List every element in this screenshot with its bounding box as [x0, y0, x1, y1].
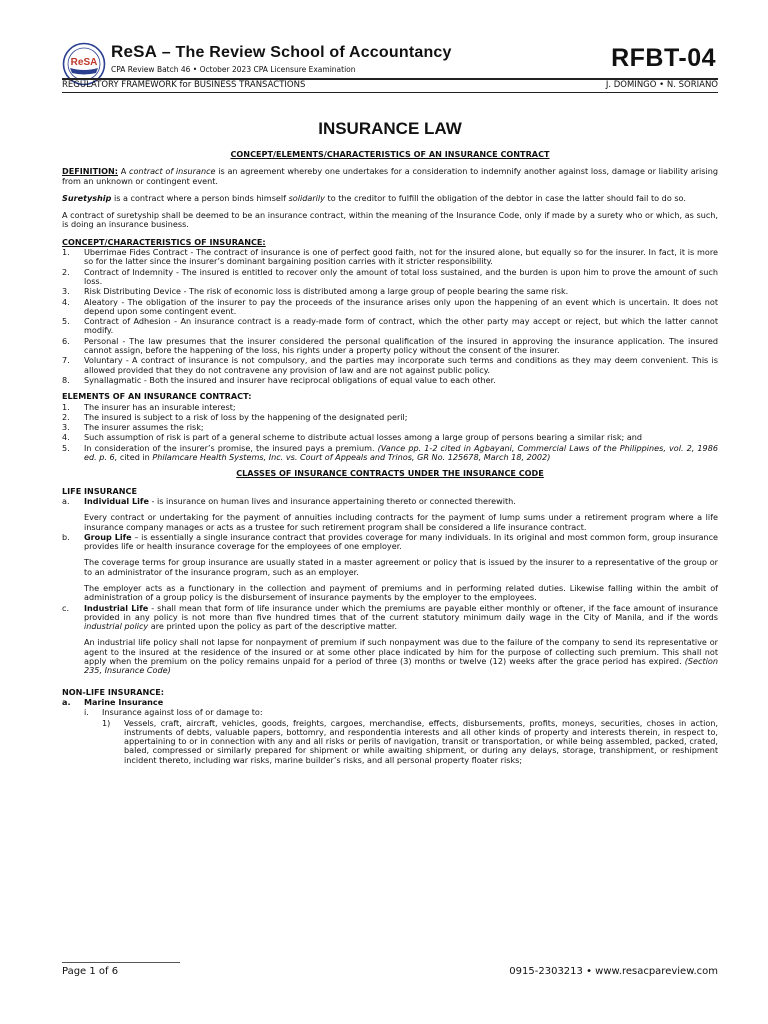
subheader-rule: [62, 92, 718, 93]
elements-list: [62, 403, 718, 443]
marine-insurance-item: [62, 698, 718, 707]
marine-subitem-text: Insurance against loss of or damage to:: [102, 707, 263, 718]
review-batch-line: CPA Review Batch 46 • October 2023 CPA Licensure Examination: [111, 65, 356, 74]
suretyship-italic: solidarily: [288, 192, 325, 203]
list-item: [62, 444, 718, 463]
item-number: 4.: [62, 432, 70, 443]
item-letter: a.: [62, 696, 71, 707]
definition-paragraph: [62, 167, 718, 186]
item-number: 8.: [62, 374, 70, 385]
subject-title: REGULATORY FRAMEWORK for BUSINESS TRANSACTIONS: [62, 80, 306, 90]
list-item: [62, 433, 718, 442]
marine-insurance-term: Marine Insurance: [84, 696, 164, 707]
list-item: [62, 403, 718, 412]
footer-rule: [62, 962, 180, 963]
item-text: Uberrimae Fides Contract - The contract of insurance is one of perfect good faith, not for the insured alone, but equally so for the insurer. In fact, it is more so for the latter since the insurer’s dominant bargaining position carries with it stricter responsibility.: [84, 247, 718, 267]
definition-text: is an agreement whereby one undertakes for a consideration to indemnify another against loss, damage or liability arising from an unknown or contingent event.: [62, 166, 718, 186]
item-number: 1): [102, 717, 111, 728]
citation-part-c: Philamcare Health Systems, Inc. vs. Court of Appeals and Trinos, GR No. 125678, March 18, 2002): [152, 452, 551, 463]
definition-a: A: [118, 166, 130, 177]
list-item: [62, 248, 718, 267]
item-letter: c.: [62, 602, 70, 613]
suretyship-paragraph: [62, 194, 718, 203]
item-text: Aleatory - The obligation of the insurer to pay the proceeds of the insurance arises only upon the happening of an event which is uncertain. It does not depend upon some contingent event.: [84, 296, 718, 316]
page-title: INSURANCE LAW: [318, 119, 462, 138]
annuities-paragraph: Every contract or undertaking for the payment of annuities including contracts for the payment of lump sums under a retirement program where a life insurance company manages or acts as a trustee for such retirement program shall be considered a life insurance contract.: [84, 512, 718, 532]
individual-life-item: [62, 497, 718, 506]
marine-property-item: [62, 719, 718, 765]
industrial-lapse-citation: (Section 235, Insurance Code): [84, 656, 718, 676]
item-letter: a.: [62, 495, 70, 506]
logo-text: ReSA: [70, 57, 98, 68]
non-life-heading: NON-LIFE INSURANCE:: [62, 686, 164, 697]
item-number: 5.: [62, 316, 70, 327]
item-text: Synallagmatic - Both the insured and insurer have reciprocal obligations of equal value to each other.: [84, 374, 496, 385]
life-insurance-heading: LIFE INSURANCE: [62, 485, 137, 496]
item-text: Voluntary - A contract of insurance is not compulsory, and the parties may incorporate such terms and conditions as they may deem convenient. This is allowed provided that they do not contravene any provision of law and are not against public policy.: [84, 355, 718, 375]
item-number: 3.: [62, 286, 70, 297]
individual-life-text: - is insurance on human lives and insurance appertaining thereto or connected therewith.: [148, 495, 516, 506]
list-item: [62, 337, 718, 356]
brand-rest: – The Review School of Accountancy: [157, 44, 452, 61]
element-5-text: In consideration of the insurer’s promise, the insured pays a premium.: [84, 442, 378, 453]
item-number: 1.: [62, 247, 70, 258]
school-name: [111, 42, 452, 62]
brand-short: ReSA: [111, 42, 158, 61]
item-number: 2.: [62, 266, 70, 277]
industrial-life-term: Industrial Life: [84, 602, 149, 613]
authors: J. DOMINGO • N. SORIANO: [605, 80, 718, 90]
suretyship-insurance-paragraph: A contract of suretyship shall be deemed to be an insurance contract, within the meaning of the Insurance Code, only if made by a surety who or which, as such, is doing an insurance business.: [62, 210, 718, 230]
document-code: RFBT-04: [611, 44, 716, 72]
section-heading-concept: CONCEPT/ELEMENTS/CHARACTERISTICS OF AN INSURANCE CONTRACT: [230, 149, 550, 159]
item-text: Contract of Adhesion - An insurance contract is a ready-made form of contract, which the other party may accept or reject, but which the latter cannot modify.: [84, 316, 718, 336]
item-number: 2.: [62, 411, 70, 422]
item-text: Contract of Indemnity - The insured is entitled to recover only the amount of total loss sustained, and the burden is upon him to prove the amount of such loss.: [84, 266, 718, 286]
industrial-policy-term: industrial policy: [84, 621, 149, 632]
item-number: 1.: [62, 401, 70, 412]
marine-property-text: Vessels, craft, aircraft, vehicles, goods, freights, cargoes, merchandise, effects, disbursements, profits, moneys, securities, choses in action, instruments of debts, valuable papers, bottomry, and respondentia interests and all other kinds of property and interests therein, in respect to, appertaining to or in connection with any and all risks or perils of navigation, transit or transportation, or while being assembled, packed, crated, baled, compressed or similarly prepared for shipment or while awaiting shipment, or during any delays, storage, transhipment, or reshipment incident thereto, including war risks, marine builder’s risks, and all personal property floater risks;: [124, 717, 718, 765]
characteristics-heading: CONCEPT/CHARACTERISTICS OF INSURANCE:: [62, 236, 266, 247]
list-item: [62, 423, 718, 432]
group-life-text: – is essentially a single insurance contract that provides coverage for many individuals. In its original and most common form, group insurance provides life or health insurance coverage for the employees of one employer.: [84, 531, 718, 552]
list-item: [62, 287, 718, 296]
suretyship-text: to the creditor to fulfill the obligation of the debtor in case the latter should fail to do so.: [324, 192, 686, 203]
suretyship-a: is a contract where a person binds himself: [111, 192, 289, 203]
industrial-life-text-b: are printed upon the policy as part of the descriptive matter.: [148, 621, 398, 632]
industrial-lapse-paragraph: [62, 638, 718, 675]
characteristics-list: [62, 248, 718, 385]
industrial-life-item: [62, 604, 718, 632]
item-number: 3.: [62, 422, 70, 433]
citation-part-a: (Vance pp. 1-2 cited in Agbayani, Commercial Laws of the Philippines, vol. 2, 1986 ed. p. 6,: [84, 442, 718, 463]
industrial-life-text-a: - shall mean that form of life insurance under which the premiums are payable either monthly or oftener, if the face amount of insurance provided in any policy is not more than five hundred times that of the current statutory minimum daily wage in the City of Manila, and if the words: [84, 602, 718, 622]
definition-label: DEFINITION:: [62, 166, 118, 177]
group-life-item: [62, 533, 718, 552]
list-item: [62, 268, 718, 287]
individual-life-term: Individual Life: [84, 495, 149, 506]
elements-heading: ELEMENTS OF AN INSURANCE CONTRACT:: [62, 391, 252, 402]
item-text: The insurer assumes the risk;: [84, 422, 204, 433]
suretyship-term: Suretyship: [62, 192, 112, 203]
definition-term: contract of insurance: [129, 166, 216, 177]
item-number: 4.: [62, 296, 70, 307]
page-number: Page 1 of 6: [62, 966, 119, 977]
item-roman: i.: [84, 707, 89, 718]
list-item: [62, 356, 718, 375]
group-life-term: Group Life: [84, 531, 132, 542]
item-text: The insurer has an insurable interest;: [84, 401, 236, 412]
document-body: [62, 118, 718, 765]
marine-subitem: [62, 708, 718, 717]
section-heading-classes: CLASSES OF INSURANCE CONTRACTS UNDER THE INSURANCE CODE: [236, 468, 544, 479]
item-number: 6.: [62, 335, 70, 346]
contact-info: 0915-2303213 • www.resacpareview.com: [509, 966, 718, 977]
item-text: The insured is subject to a risk of loss by the happening of the designated peril;: [84, 411, 408, 422]
list-item: [62, 298, 718, 317]
group-coverage-paragraph: The coverage terms for group insurance are usually stated in a master agreement or policy that is issued by the insurer to a representative of the group or to an administrator of the insurance program, such as an employer.: [84, 557, 718, 577]
list-item: [62, 413, 718, 422]
list-item: [62, 317, 718, 336]
item-text: Personal - The law presumes that the insurer considered the personal qualification of the insured in approving the insurance application. The insured cannot assign, before the happening of the loss, his rights under a property policy without the consent of the insurer.: [84, 335, 718, 356]
item-text: Such assumption of risk is part of a general scheme to distribute actual losses among a large group of persons bearing a similar risk; and: [84, 432, 643, 443]
group-employer-paragraph: The employer acts as a functionary in the collection and payment of premiums and in performing related duties. Likewise falling within the ambit of administration of a group policy is the disbursement of insurance payments by the employer to the employees.: [84, 582, 718, 603]
industrial-lapse-text: An industrial life policy shall not lapse for nonpayment of premium if such nonpayment was due to the failure of the company to send its representative or agent to the insured at the residence of the insured or at some other place indicated by him for the purpose of collecting such premium. This shall not apply when the premium on the policy remains unpaid for a period of three (3) months or twelve (12) weeks after the grace period has expired.: [84, 637, 718, 667]
item-letter: b.: [62, 531, 70, 542]
item-number: 5.: [62, 442, 70, 453]
item-number: 7.: [62, 355, 70, 366]
item-text: Risk Distributing Device - The risk of economic loss is distributed among a large group of people bearing the same risk.: [84, 286, 569, 297]
list-item: [62, 376, 718, 385]
citation-part-b: cited in: [117, 452, 153, 463]
